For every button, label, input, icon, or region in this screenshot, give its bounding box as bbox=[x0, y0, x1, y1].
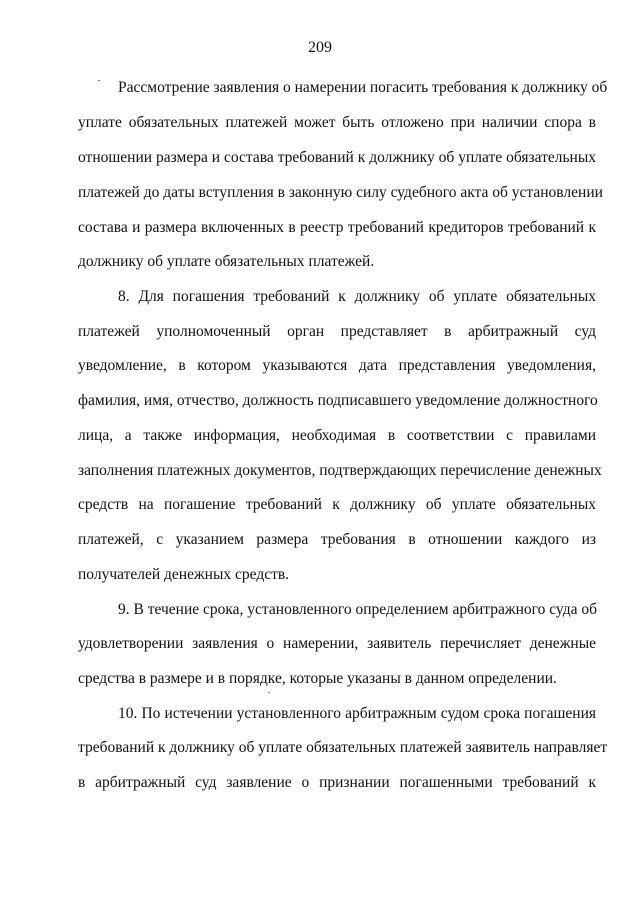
paragraph-line: требований к должнику об уплате обязательных платежей заявитель направляет bbox=[78, 739, 608, 756]
paragraph-line: уведомление, в котором указываются дата представления уведомления, bbox=[78, 357, 596, 374]
paragraph-line: Рассмотрение заявления о намерении погасить требования к должнику об bbox=[118, 79, 608, 96]
paragraph-line: уплате обязательных платежей может быть отложено при наличии спора в bbox=[78, 114, 596, 131]
paragraph-line: платежей уполномоченный орган представляет в арбитражный суд bbox=[78, 323, 596, 340]
scan-speck bbox=[268, 692, 270, 693]
paragraph-line: 9. В течение срока, установленного определением арбитражного суда об bbox=[118, 601, 597, 618]
paragraph-line: лица, а также информация, необходимая в соответствии с правилами bbox=[78, 427, 596, 444]
paragraph-line: состава и размера включенных в реестр требований кредиторов требований к bbox=[78, 219, 596, 236]
paragraph-line: 10. По истечении установленного арбитражным судом срока погашения bbox=[118, 705, 596, 722]
paragraph-line: получателей денежных средств. bbox=[78, 566, 290, 583]
paragraph-line: фамилия, имя, отчество, должность подписавшего уведомление должностного bbox=[78, 392, 598, 409]
paragraph-line: должнику об уплате обязательных платежей. bbox=[78, 253, 375, 270]
paragraph-line: в арбитражный суд заявление о признании погашенными требований к bbox=[78, 774, 596, 791]
scan-speck bbox=[98, 80, 100, 81]
paragraph-line: 8. Для погашения требований к должнику об уплате обязательных bbox=[118, 288, 596, 305]
paragraph-line: платежей, с указанием размера требования в отношении каждого из bbox=[78, 531, 596, 548]
paragraph-line: отношении размера и состава требований к должнику об уплате обязательных bbox=[78, 149, 596, 166]
paragraph-line: средства в размере и в порядке, которые указаны в данном определении. bbox=[78, 670, 557, 687]
paragraph-line: заполнения платежных документов, подтверждающих перечисление денежных bbox=[78, 462, 602, 479]
paragraph-line: средств на погашение требований к должнику об уплате обязательных bbox=[78, 496, 596, 513]
paragraph-line: платежей до даты вступления в законную силу судебного акта об установлении bbox=[78, 184, 603, 201]
paragraph-line: удовлетворении заявления о намерении, заявитель перечисляет денежные bbox=[78, 635, 596, 652]
page-number: 209 bbox=[308, 39, 332, 56]
